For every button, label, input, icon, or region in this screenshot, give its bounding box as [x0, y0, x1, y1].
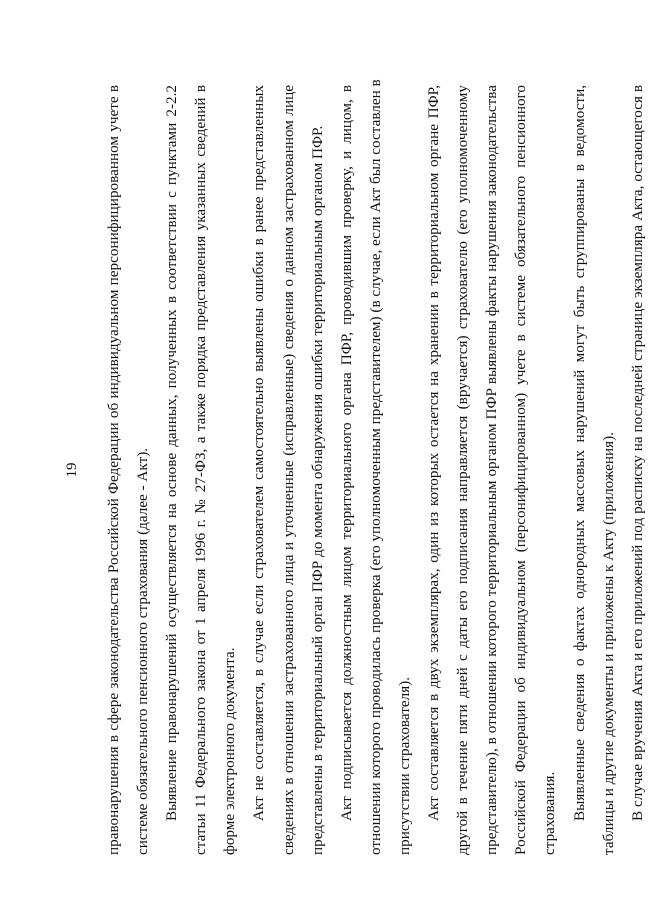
text-line: форме электронного документа. [221, 647, 239, 855]
paragraph [157, 85, 244, 855]
paragraph [565, 85, 623, 855]
paragraph [623, 85, 652, 855]
paragraph [332, 79, 419, 855]
text-line: страхования. [541, 771, 559, 855]
text-line: представлены в территориальный орган ПФР до момента обнаружения ошибки территориальным органом ПФР. [308, 125, 326, 855]
text-line: присутствии страхователя). [395, 676, 413, 855]
text-line: представителю), в отношении которого территориальным органом ПФР выявлены факты нарушения законодательства [483, 85, 501, 855]
document-body [99, 79, 652, 855]
text-line: Выявление правонарушений осуществляется на основе данных, полученных в соответствии с пунктами 2-2.2 [163, 85, 181, 821]
text-line: В случае вручения Акта и его приложений под расписку на последней странице экземпляра Акта, остающегося в [628, 85, 646, 821]
text-line: Российской Федерации об индивидуальном (персонифицированном) учете в системе обязательного пенсионного [512, 85, 530, 855]
text-line: другой в течение пяти дней с даты его подписания направляется (вручается) страхователю (его уполномоченному [454, 85, 472, 855]
text-line: статьи 11 Федерального закона от 1 апреля 1996 г. № 27-ФЗ, а также порядка представления указанных сведений в [192, 85, 210, 855]
text-line: Акт подписывается должностным лицом территориального органа ПФР, проводившим проверку, и лицом, в [337, 85, 355, 821]
text-line: правонарушения в сфере законодательства Российской Федерации об индивидуальном персонифицированном учете в [105, 85, 122, 855]
text-line: отношении которого проводилась проверка (его уполномоченным представителем) (в случае, если Акт был составлен в [366, 79, 384, 855]
text-line: таблицы и другие документы и приложены к Акту (приложения). [599, 432, 617, 855]
paragraph [99, 85, 157, 855]
text-line: Выявленные сведения о фактах однородных массовых нарушений могут быть сгруппированы в ведомости, [570, 85, 588, 821]
paragraph [244, 85, 331, 855]
text-line: Акт не составляется, в случае если страхователем самостоятельно выявлены ошибки в ранее представленных [250, 85, 268, 821]
text-line: сведениях в отношении застрахованного лица и уточненные (исправленные) сведения о данном застрахованном лице [279, 85, 297, 855]
paragraph [419, 85, 564, 855]
page-number: 19 [64, 462, 80, 478]
rotated-text-block [62, 79, 646, 855]
text-line: Акт составляется в двух экземплярах, один из которых остается на хранении в территориальном органе ПФР, [425, 85, 443, 821]
text-line: системе обязательного пенсионного страхования (далее - Акт). [134, 447, 152, 855]
